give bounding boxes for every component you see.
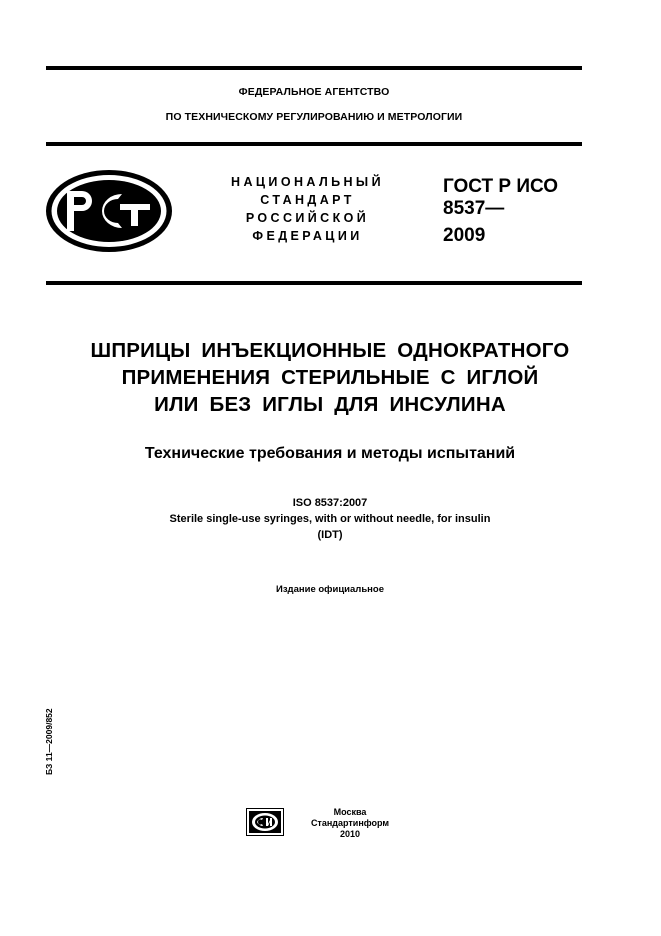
agency-name-line-1: ФЕДЕРАЛЬНОЕ АГЕНТСТВО [238, 86, 390, 98]
iso-code: ISO 8537:2007 [292, 497, 368, 509]
iso-equivalence: (IDT) [317, 529, 343, 541]
header-rule [46, 142, 582, 146]
gost-r-logo-icon [44, 168, 174, 254]
bottom-rule [46, 281, 582, 285]
publisher-year: 2010 [339, 829, 361, 839]
agency-name-line-2: ПО ТЕХНИЧЕСКОМУ РЕГУЛИРОВАНИЮ И МЕТРОЛОГИИ [165, 111, 463, 123]
standard-number-prefix: ГОСТ Р ИСО [443, 176, 559, 197]
standartinform-logo-icon [246, 808, 284, 836]
national-standard-line-1: НАЦИОНАЛЬНЫЙ [231, 175, 384, 189]
national-standard-line-2: СТАНДАРТ [260, 193, 355, 207]
national-standard-line-4: ФЕДЕРАЦИИ [252, 229, 363, 243]
iso-english-title: Sterile single-use syringes, with or without needle, for insulin [169, 513, 491, 525]
national-standard-line-3: РОССИЙСКОЙ [245, 211, 370, 225]
document-title-line-2: ПРИМЕНЕНИЯ СТЕРИЛЬНЫЕ С ИГЛОЙ [121, 366, 539, 389]
publisher-name: Стандартинформ [310, 818, 390, 828]
publisher-city: Москва [333, 807, 367, 817]
side-code: БЗ 11—2009/852 [44, 708, 54, 775]
document-subtitle: Технические требования и методы испытаний [144, 445, 516, 462]
standard-number-code: 8537— [443, 198, 505, 219]
top-rule [46, 66, 582, 70]
document-title-line-1: ШПРИЦЫ ИНЪЕКЦИОННЫЕ ОДНОКРАТНОГО [90, 339, 570, 362]
standard-number-year: 2009 [443, 225, 486, 246]
edition-label: Издание официальное [276, 584, 384, 595]
document-title-line-3: ИЛИ БЕЗ ИГЛЫ ДЛЯ ИНСУЛИНА [154, 393, 506, 416]
